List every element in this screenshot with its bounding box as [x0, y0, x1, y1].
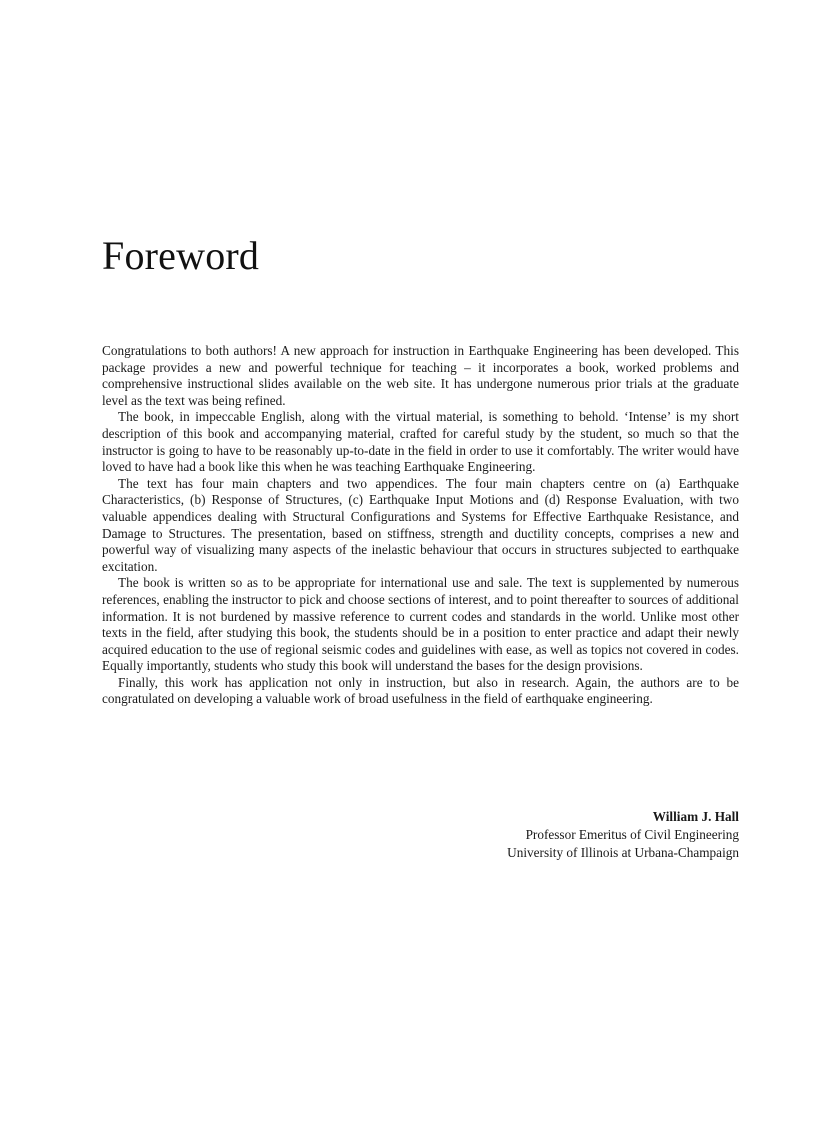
paragraph-1: Congratulations to both authors! A new approach for instruction in Earthquake Engineering has been developed. This package provides a new and powerful technique for teaching – it incorporates a book, worked problems and comprehensive instructional slides available on the web site. It has undergone numerous prior trials at the graduate level as the text was being refined.	[102, 343, 739, 408]
paragraph-3: The text has four main chapters and two appendices. The four main chapters centre on (a) Earthquake Characteristics, (b) Response of Structures, (c) Earthquake Input Motions and (d) Response Evaluation, with two valuable appendices dealing with Structural Configurations and Systems for Effective Earthquake Resistance, and Damage to Structures. The presentation, based on stiffness, strength and ductility concepts, comprises a new and powerful way of visualizing many aspects of the inelastic behaviour that occurs in structures subjected to earthquake excitation.	[102, 475, 739, 574]
signature-institution: University of Illinois at Urbana-Champaign	[507, 845, 739, 860]
signature-name: William J. Hall	[652, 809, 739, 824]
paragraph-5: Finally, this work has application not only in instruction, but also in research. Again, the authors are to be congratulated on developing a valuable work of broad usefulness in the field of earthquake engineering.	[102, 674, 739, 707]
signature-position: Professor Emeritus of Civil Engineering	[525, 827, 739, 842]
paragraph-4: The book is written so as to be appropriate for international use and sale. The text is supplemented by numerous references, enabling the instructor to pick and choose sections of interest, and to point thereafter to sources of additional information. It is not burdened by massive reference to current codes and standards in the world. Unlike most other texts in the field, after studying this book, the students should be in a position to enter practice and adapt their newly acquired education to the use of regional seismic codes and guidelines with ease, as well as topics not covered in codes. Equally importantly, students who study this book will understand the bases for the design provisions.	[102, 575, 739, 674]
signature-block	[507, 808, 739, 862]
paragraph-2: The book, in impeccable English, along with the virtual material, is something to behold. ‘Intense’ is my short description of this book and accompanying material, crafted for careful study by the student, so much so that the instructor is going to have to be reasonably up-to-date in the field in order to use it comfortably. The writer would have loved to have had a book like this when he was teaching Earthquake Engineering.	[102, 409, 739, 475]
page-title: Foreword	[102, 233, 260, 278]
foreword-body	[102, 343, 739, 708]
